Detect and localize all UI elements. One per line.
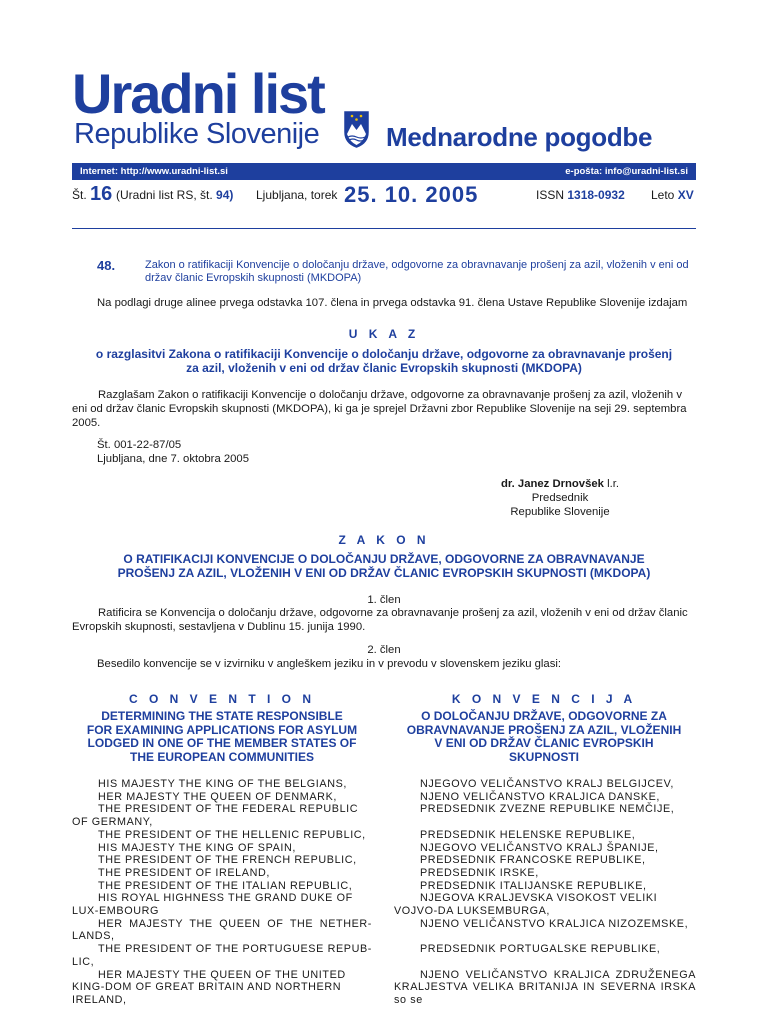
signatory-role: Predsednik — [531, 492, 589, 504]
list-item: THE PRESIDENT OF THE FEDERAL REPUBLIC OF GERMANY, — [72, 803, 359, 829]
title-line: SKUPNOSTI — [508, 749, 579, 764]
issue-number: 16 — [90, 183, 113, 205]
list-item: THE PRESIDENT OF THE PORTUGUESE REPUB-LIC, — [72, 943, 372, 968]
internet-link[interactable]: Internet: http://www.uradni-list.si — [80, 166, 228, 177]
convention-title-en — [68, 710, 376, 764]
article-2-label: 2. člen — [367, 644, 401, 656]
zakon-heading: Z A K O N — [338, 533, 430, 547]
list-item: THE PRESIDENT OF IRELAND, — [98, 866, 270, 879]
list-item: THE PRESIDENT OF THE ITALIAN REPUBLIC, — [98, 879, 353, 892]
divider — [72, 228, 696, 229]
issn-label: ISSN — [536, 188, 565, 202]
list-item: NJEGOVO VELIČANSTVO KRALJ BELGIJCEV, — [420, 778, 675, 790]
parties-list-sl — [394, 778, 696, 1007]
list-item: HIS MAJESTY THE KING OF SPAIN, — [98, 841, 296, 854]
list-item: HER MAJESTY THE QUEEN OF THE NETHER-LANDS, — [72, 917, 372, 943]
title-line: DETERMINING THE STATE RESPONSIBLE — [101, 709, 343, 723]
volume-label: Leto — [651, 188, 675, 202]
email-link[interactable]: e-pošta: info@uradni-list.si — [565, 166, 688, 177]
title-line: OBRAVNAVANJE PROŠENJ ZA AZIL, VLOŽENIH — [406, 722, 682, 737]
list-item: NJEGOVO VELIČANSTVO KRALJ ŠPANIJE, — [420, 841, 659, 854]
article-2-text: Besedilo konvencije se v izvirniku v angleškem jeziku in v prevodu v slovenskem jeziku glasi: — [97, 658, 562, 670]
title-line: O DOLOČANJU DRŽAVE, ODGOVORNE ZA — [421, 709, 667, 723]
ukaz-body: Razglašam Zakon o ratifikaciji Konvencije o določanju države, odgovorne za obravnavanje prošenj za azil, vloženih v eni od držav članic Evropskih skupnosti (MKDOPA), ki ga je sprejel Državni zbor Republike Slovenije na seji 29. septembra 2005. — [72, 389, 687, 429]
list-item: HIS MAJESTY THE KING OF THE BELGIANS, — [98, 778, 347, 790]
issue-label: Št. — [72, 188, 87, 202]
list-item: PREDSEDNIK ITALIJANSKE REPUBLIKE, — [420, 879, 647, 892]
ukaz-title-line: za azil, vloženih v eni od držav članic Evropskih skupnosti (MKDOPA) — [186, 361, 582, 375]
coat-of-arms-icon — [343, 110, 370, 148]
ukaz-place-date: Ljubljana, dne 7. oktobra 2005 — [97, 453, 250, 465]
volume-value: XV — [677, 188, 694, 202]
act-number: 48. — [97, 258, 116, 273]
issue-place: Ljubljana, torek — [256, 188, 338, 202]
zakon-title — [60, 552, 708, 580]
section-title: Mednarodne pogodbe — [386, 122, 653, 152]
intro-paragraph: Na podlagi druge alinee prvega odstavka 107. člena in prvega odstavka 91. člena Ustave Republike Slovenije izdajam — [97, 297, 688, 309]
title-line: FOR EXAMINING APPLICATIONS FOR ASYLUM — [86, 722, 358, 737]
signatory-name: dr. Janez Drnovšek — [500, 478, 604, 490]
list-item: THE PRESIDENT OF THE HELLENIC REPUBLIC, — [98, 828, 366, 841]
convention-heading-en: C O N V E N T I O N — [128, 692, 315, 706]
issue-ref-number: 94) — [216, 188, 234, 202]
signatory — [470, 477, 650, 491]
list-item: HER MAJESTY THE QUEEN OF DENMARK, — [98, 790, 337, 803]
issue-row — [72, 184, 696, 212]
list-item: PREDSEDNIK FRANCOSKE REPUBLIKE, — [420, 854, 646, 867]
convention-heading-sl: K O N V E N C I J A — [451, 692, 637, 706]
list-item: PREDSEDNIK IRSKE, — [420, 866, 539, 879]
zakon-title-line: O RATIFIKACIJI KONVENCIJE O DOLOČANJU DRŽAVE, ODGOVORNE ZA OBRAVNAVANJE — [123, 552, 645, 566]
issue-ref — [116, 188, 233, 202]
list-item: HER MAJESTY THE QUEEN OF THE UNITED KING-DOM OF GREAT BRITAIN AND NORTHERN IRELAND, — [72, 968, 346, 1006]
list-item: NJEGOVA KRALJEVSKA VISOKOST VELIKI VOJVO-DA LUKSEMBURGA, — [394, 892, 658, 918]
ukaz-reference: Št. 001-22-87/05 — [97, 439, 182, 451]
list-item: PREDSEDNIK PORTUGALSKE REPUBLIKE, — [420, 943, 661, 956]
parties-list-en — [72, 778, 372, 1007]
list-item: NJENO VELIČANSTVO KRALJICA NIZOZEMSKE, — [420, 917, 689, 930]
title-line: V ENI OD DRŽAV ČLANIC EVROPSKIH — [434, 736, 654, 750]
issn — [536, 188, 625, 202]
convention-title-sl — [390, 710, 698, 764]
ukaz-title — [60, 347, 708, 375]
list-item: NJENO VELIČANSTVO KRALJICA ZDRUŽENEGA KRALJESTVA VELIKA BRITANIJA IN SEVERNA IRSKA so se — [394, 968, 696, 1006]
issue-ref-text: (Uradni list RS, št. — [116, 188, 213, 202]
publication-title: Uradni list — [72, 62, 324, 125]
list-item: HIS ROYAL HIGHNESS THE GRAND DUKE OF LUX-EMBOURG — [72, 892, 353, 918]
zakon-title-line: PROŠENJ ZA AZIL, VLOŽENIH V ENI OD DRŽAV ČLANIC EVROPSKIH SKUPNOSTI (MKDOPA) — [117, 566, 651, 580]
article-1-label: 1. člen — [367, 594, 401, 606]
list-item: PREDSEDNIK ZVEZNE REPUBLIKE NEMČIJE, — [420, 803, 675, 816]
title-line: LODGED IN ONE OF THE MEMBER STATES OF — [87, 736, 357, 750]
ukaz-heading: U K A Z — [348, 327, 420, 341]
signatory-suffix: l.r. — [607, 478, 620, 490]
list-item: PREDSEDNIK HELENSKE REPUBLIKE, — [420, 828, 636, 841]
article-1-text: Ratificira se Konvencija o določanju države, odgovorne za obravnavanje prošenj za azil, vloženih v eni od držav članic Evropskih skupnosti, sestavljena v Dublinu 15. junija 1990. — [72, 607, 688, 633]
publication-subtitle: Republike Slovenije — [74, 118, 320, 150]
signatory-org: Republike Slovenije — [510, 506, 610, 518]
act-title: Zakon o ratifikaciji Konvencije o določanju države, odgovorne za obravnavanje prošenj za azil, vloženih v eni od držav članic Evropskih skupnosti (MKDOPA) — [145, 259, 689, 285]
issn-value: 1318-0932 — [567, 188, 625, 202]
issue-date: 25. 10. 2005 — [344, 182, 479, 207]
list-item: NJENO VELIČANSTVO KRALJICA DANSKE, — [420, 790, 660, 803]
ukaz-title-line: o razglasitvi Zakona o ratifikaciji Konvencije o določanju države, odgovorne za obravnavanje prošenj — [95, 347, 673, 361]
volume — [651, 188, 694, 202]
signature-block — [470, 477, 650, 519]
list-item: THE PRESIDENT OF THE FRENCH REPUBLIC, — [98, 854, 357, 867]
title-line: THE EUROPEAN COMMUNITIES — [129, 749, 314, 764]
info-bar — [72, 163, 696, 180]
